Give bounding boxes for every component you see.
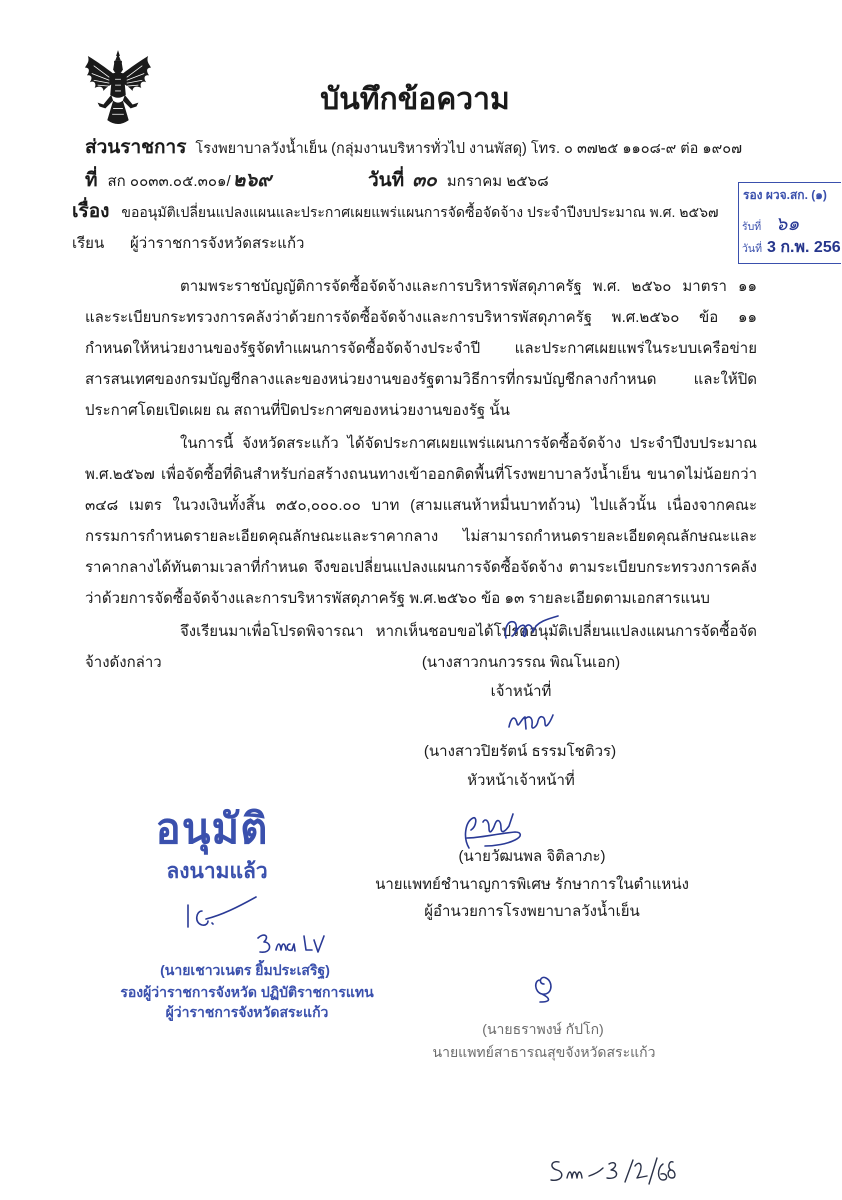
provincial-health-position: นายแพทย์สาธารณสุขจังหวัดสระแก้ว: [432, 1044, 656, 1060]
receipt-office: รอง ผวจ.สก. (๑): [743, 188, 827, 202]
agency-label: ส่วนราชการ: [85, 137, 187, 158]
head-name: (นางสาวปิยรัตน์ ธรรมโชติวร): [423, 743, 617, 760]
date-row: [368, 165, 688, 195]
body-paragraph-2: ในการนี้ จังหวัดสระแก้ว ได้จัดประกาศเผยแพร่แผนการจัดซื้อจัดจ้าง ประจำปีงบประมาณ พ.ศ.๒๕๖๗ เพื่อจัดซื้อที่ดินสำหรับก่อสร้างถนนทางเข้าออกติดพื้นที่โรงพยาบาลวังน้ำเย็น ขนาดไม่น้อยกว่า ๓๔๘ เมตร ในวงเงินทั้งสิ้น ๓๕๐,๐๐๐.๐๐ บาท (สามแสนห้าหมื่นบาทถ้วน) ไปแล้วนั้น เนื่องจากคณะกรรมการกำหนดรายละเอียดคุณลักษณะและราคากลาง ไม่สามารถกำหนดรายละเอียดคุณลักษณะและราคากลางได้ทันตามเวลาที่กำหนด จึงขอเปลี่ยนแปลงแผนการจัดซื้อจัดจ้าง ตามระเบียบกระทรวงการคลังว่าด้วยการจัดซื้อจัดจ้างและการบริหารพัสดุภาครัฐ พ.ศ.๒๕๖๐ ข้อ ๑๓ รายละเอียดตามเอกสารแนบ: [85, 435, 757, 607]
subject-label: เรื่อง: [72, 201, 110, 222]
approved-stamp-title: อนุมัติ: [155, 805, 269, 852]
approver-position-1: รองผู้ว่าราชการจังหวัด ปฏิบัติราชการแทน: [120, 984, 374, 1000]
director-position-2: ผู้อำนวยการโรงพยาบาลวังน้ำเย็น: [424, 903, 640, 920]
memo-title: บันทึกข้อความ: [320, 83, 510, 116]
staff-signature: [500, 612, 562, 644]
subject-row: [72, 197, 736, 227]
receipt-date-label: วันที่: [742, 243, 762, 255]
date-label: วันที่: [368, 170, 405, 191]
receipt-number-handwritten: ๖๑: [775, 213, 800, 235]
reference-row: [85, 165, 355, 195]
director-position-1: นายแพทย์ชำนาญการพิเศษ รักษาการในตำแหน่ง: [375, 876, 689, 893]
date-day-handwritten: ๓๐: [412, 169, 437, 191]
receipt-number-label: รับที่: [742, 221, 762, 233]
approver-handwritten-note: [254, 930, 326, 958]
garuda-emblem: [84, 50, 152, 128]
body-paragraph-1: ตามพระราชบัญญัติการจัดซื้อจัดจ้างและการบริหารพัสดุภาครัฐ พ.ศ. ๒๕๖๐ มาตรา ๑๑ และระเบียบกระทรวงการคลังว่าด้วยการจัดซื้อจัดจ้างและการบริหารพัสดุภาครัฐ พ.ศ.๒๕๖๐ ข้อ ๑๑ กำหนดให้หน่วยงานของรัฐจัดทำแผนการจัดซื้อจัดจ้างประจำปี และประกาศเผยแพร่ในระบบเครือข่ายสารสนเทศของกรมบัญชีกลางและของหน่วยงานของรัฐตามวิธีการที่กรมบัญชีกลางกำหนด และให้ปิดประกาศโดยเปิดเผย ณ สถานที่ปิดประกาศของหน่วยงานของรัฐ นั้น: [85, 278, 757, 419]
salutation-label: เรียน: [72, 235, 105, 252]
salutation-row: [72, 229, 492, 259]
head-signature: [505, 707, 557, 734]
approver-name: (นายเชาวเนตร ยิ้มประเสริฐ): [160, 962, 330, 978]
provincial-health-signature: [530, 966, 560, 1004]
reference-label: ที่: [85, 170, 98, 191]
salutation-value: ผู้ว่าราชการจังหวัดสระแก้ว: [130, 235, 305, 252]
reference-number-handwritten: ๒๖๙: [232, 169, 272, 191]
provincial-health-name: (นายธราพงษ์ กัปโก): [482, 1021, 604, 1037]
receipt-date: 3 ก.พ. 256: [767, 239, 841, 256]
staff-name: (นางสาวกนกวรรณ พิณโนเอก): [421, 654, 621, 671]
reference-prefix: สก ๐๐๓๓.๐๕.๓๐๑/: [107, 173, 231, 190]
bottom-handwritten-initials: [545, 1154, 677, 1190]
subject-value: ขออนุมัติเปลี่ยนแปลงแผนและประกาศเผยแพร่แผนการจัดซื้อจัดจ้าง ประจำปีงบประมาณ พ.ศ. ๒๕๖๗: [121, 204, 719, 220]
agency-row: [85, 133, 757, 163]
date-month-year: มกราคม ๒๕๖๘: [446, 173, 549, 190]
head-position: หัวหน้าเจ้าหน้าที่: [467, 772, 575, 789]
receipt-stamp: [738, 182, 841, 264]
approver-position-2: ผู้ว่าราชการจังหวัดสระแก้ว: [165, 1004, 329, 1020]
approver-signature: [182, 893, 260, 933]
memo-body: [85, 271, 757, 680]
staff-position: เจ้าหน้าที่: [490, 683, 552, 700]
approved-stamp-subtitle: ลงนามแล้ว: [166, 860, 268, 883]
receipt-date-row: [742, 235, 841, 260]
director-name: (นายวัฒนพล จิติลาภะ): [458, 848, 606, 865]
agency-value: โรงพยาบาลวังน้ำเย็น (กลุ่มงานบริหารทั่วไป งานพัสดุ) โทร. ๐ ๓๗๒๕ ๑๑๐๘-๙ ต่อ ๑๙๐๗: [195, 141, 742, 157]
body-paragraph-3: จึงเรียนมาเพื่อโปรดพิจารณา หากเห็นชอบขอได้โปรดอนุมัติเปลี่ยนแปลงแผนการจัดซื้อจัดจ้างดังกล่าว: [85, 623, 757, 671]
